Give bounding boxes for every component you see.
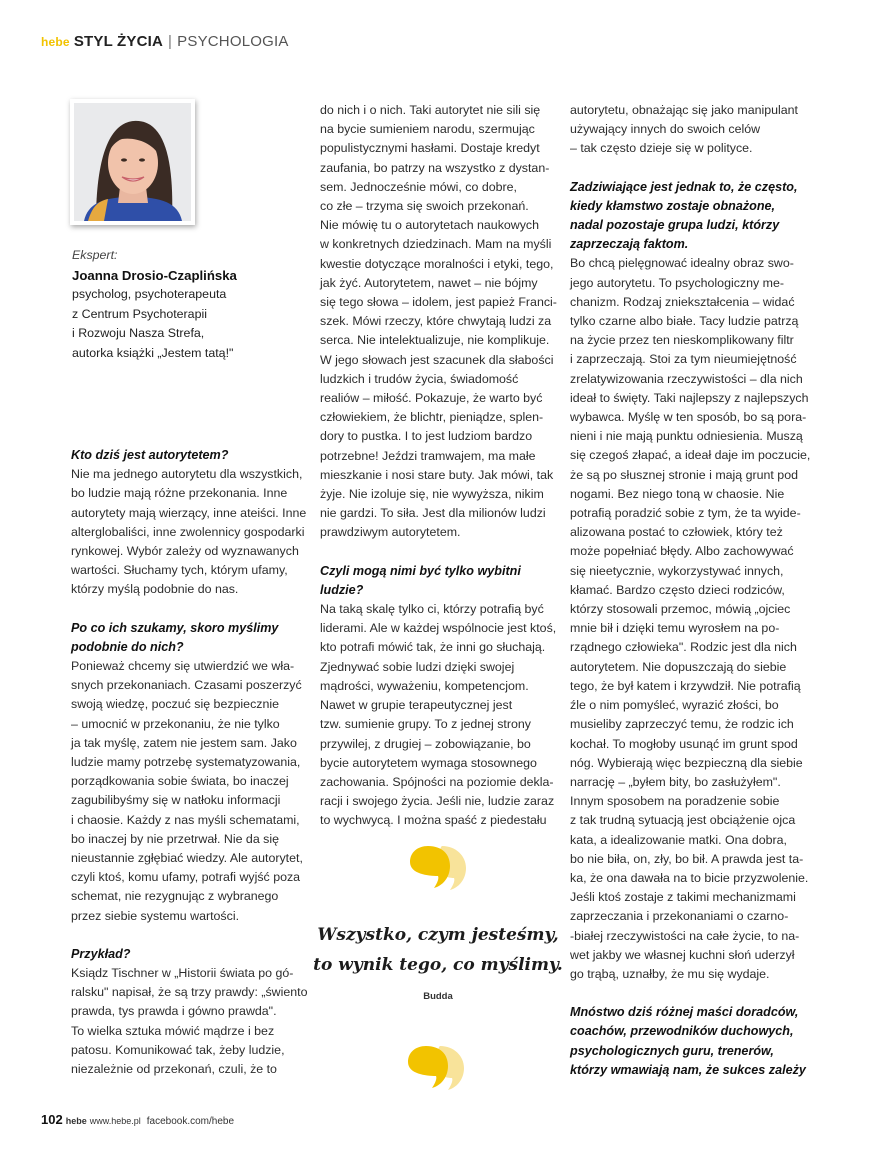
- text-line: rządnego człowieka". Rodzic jest dla nich: [570, 640, 797, 655]
- text-line: liderami. Ale w każdej wspólnocie jest ktoś,: [320, 621, 557, 636]
- text-line: w konkretnych dziedzinach. Mam na myśli: [320, 237, 552, 252]
- text-line: Ksiądz Tischner w „Historii świata po gó-: [71, 966, 294, 981]
- paragraph: [570, 101, 806, 159]
- text-line: zachowania. Spójności na poziomie dekla-: [320, 774, 554, 789]
- text-line: – umocnić w przekonaniu, że nie tylko: [71, 716, 280, 731]
- text-line: tzw. sumienie grupy. To z jednej strony: [320, 717, 531, 732]
- text-line: wartości. Słuchamy tych, którym ufamy,: [71, 563, 288, 578]
- text-line: alterglobaliści, inne zwolennicy gospodarki: [71, 524, 305, 539]
- text-line: -białej rzeczywistości na całe życie, to na-: [570, 928, 800, 943]
- text-line: bycie autorytetem wymaga stosownego: [320, 755, 537, 770]
- text-line: schemat, nie rezygnując z wybranego: [71, 889, 279, 904]
- text-line: serca. Nie intelektualizuje, nie komplikuje.: [320, 333, 550, 348]
- text-line: ludzie?: [320, 582, 364, 597]
- expert-photo: [70, 99, 195, 225]
- text-line: autorytety mają wierzący, inne ateiści. Inne: [71, 505, 307, 520]
- header-separator: |: [168, 33, 173, 50]
- text-line: wybawca. Myślę w ten sposób, bo są pora-: [570, 410, 807, 425]
- text-line: zagubilibyśmy się w natłoku informacji: [71, 793, 281, 808]
- text-line: do nich i o nich. Taki autorytet nie sili się: [320, 103, 541, 117]
- text-line: źle o nim pomyśleć, wyrazić złości, bo: [570, 698, 779, 713]
- text-line: ludzie mamy potrzebę systematyzowania,: [71, 755, 301, 770]
- text-line: go trąbą, uznałby, że mu się wydaje.: [570, 966, 770, 981]
- text-line: niezależnie od przekonań, czuli, że to: [71, 1062, 277, 1077]
- text-line: wet jakby we własnej kuchni słoń uderzył: [570, 947, 795, 962]
- text-line: psychologicznych guru, trenerów,: [570, 1043, 774, 1058]
- text-line: ralsku" napisał, że są trzy prawdy: „świento: [71, 985, 308, 1000]
- article-column-1: [71, 446, 307, 1079]
- text-line: podobnie do nich?: [71, 639, 184, 654]
- text-line: nie gardzi. To siła. Jest dla milionów ludzi: [320, 506, 546, 521]
- text-line: ludzkich i trudów życia, świadomość: [320, 371, 519, 386]
- text-line: sem. Jednocześnie mówi, co dobre,: [320, 179, 517, 194]
- text-line: To wielka sztuka mówić mądrze i bez: [71, 1023, 275, 1038]
- text-line: nóg. Wybierają więc bezpieczną dla siebie: [570, 755, 803, 770]
- text-line: żyje. Nie izoluje się, nie wywyższa, nikim: [320, 487, 544, 502]
- text-line: i chaosie. Każdy z nas myśli schematami,: [71, 812, 300, 827]
- brand-logo: hebe: [41, 35, 70, 49]
- page-header: [41, 33, 289, 53]
- text-line: racji i swojego życia. Jeśli nie, ludzie zaraz: [320, 794, 555, 809]
- paragraph: [71, 465, 307, 599]
- text-line: kłamać. Bardzo często dzieci rodziców,: [570, 582, 785, 597]
- text-line: na życie przez ten nieskomplikowany filtr: [570, 333, 794, 348]
- pull-quote-line: Wszystko, czym jesteśmy,: [317, 925, 559, 945]
- section-heading: [570, 1003, 806, 1080]
- text-line: przywilej, z drugiej – zobowiązanie, bo: [320, 736, 531, 751]
- facebook-link[interactable]: facebook.com/hebe: [146, 1116, 235, 1127]
- paragraph-gap: [71, 926, 307, 945]
- text-line: snych przekonaniach. Czasami poszerzyć: [71, 678, 302, 693]
- text-line: szek. Mówi rzeczy, które chwytają ludzi za: [320, 314, 552, 329]
- quote-mark-icon: [406, 1042, 468, 1090]
- text-line: musieliby zaprzeczyć temu, że rodzic ich: [570, 717, 794, 732]
- text-line: mnie bił i dzięki temu wyrosłem na po-: [570, 621, 780, 636]
- section-heading: [71, 446, 307, 465]
- text-line: to wychwycą. I można spaść z piedestału: [320, 813, 547, 828]
- text-line: populistycznymi hasłami. Dostaje kredyt: [320, 141, 540, 156]
- article-column-3: [570, 101, 811, 1080]
- paragraph-gap: [71, 600, 307, 619]
- text-line: się nieetycznie, wykorzystywać innych,: [570, 563, 784, 578]
- article-column-2: [320, 101, 556, 831]
- text-line: mieszkanie i nosi stare buty. Jak mówi, tak: [320, 467, 554, 482]
- text-line: jego autorytetu. To psychologiczny me-: [570, 275, 784, 290]
- text-line: na bycie sumieniem narodu, szermując: [320, 122, 535, 137]
- text-line: Jeśli ktoś zostaje z takimi mechanizmami: [570, 890, 796, 905]
- text-line: nieni i nie mają punktu odniesienia. Muszą: [570, 429, 803, 444]
- expert-info: [72, 246, 302, 363]
- text-line: człowiekiem, że blichtr, pieniądze, splen-: [320, 410, 544, 425]
- text-line: przez siebie systemu wartości.: [71, 908, 240, 923]
- section-heading: [320, 562, 556, 600]
- text-line: Nawet w grupie terapeutycznej jest: [320, 698, 513, 713]
- text-line: prawdziwym autorytetem.: [320, 525, 461, 540]
- paragraph: [320, 101, 556, 543]
- text-line: W jego słowach jest szacunek dla słabości: [320, 352, 554, 367]
- text-line: dory to pustka. I to jest ludziom bardzo: [320, 429, 533, 444]
- page-number: 102: [41, 1112, 63, 1127]
- text-line: Po co ich szukamy, skoro myślimy: [71, 620, 279, 635]
- text-line: Zjednywać sobie ludzi dzięki swojej: [320, 659, 515, 674]
- text-line: zaufania, bo patrzy na wszystko z dystan-: [320, 160, 550, 175]
- expert-label: Ekspert:: [72, 248, 118, 262]
- paragraph: [320, 600, 556, 830]
- text-line: Kto dziś jest autorytetem?: [71, 448, 229, 462]
- paragraph: [71, 657, 307, 926]
- text-line: nogami. Bez niego toną w chaosie. Nie: [570, 486, 785, 501]
- paragraph: [71, 964, 307, 1079]
- footer-brand: hebe: [65, 1116, 87, 1126]
- text-line: i zaprzeczają. Stoi za tym nieumiejętność: [570, 352, 797, 367]
- text-line: Mnóstwo dziś różnej maści doradców,: [570, 1005, 799, 1020]
- text-line: Przykład?: [71, 946, 131, 961]
- expert-line: psycholog, psychoterapeuta: [72, 287, 227, 301]
- text-line: kto potrafi mówić tak, że inni go słuchają.: [320, 640, 546, 655]
- pull-quote-author: Budda: [423, 991, 453, 1002]
- text-line: Czyli mogą nimi być tylko wybitni: [320, 563, 521, 578]
- text-line: kochał. To mogłoby usunąć im grunt spod: [570, 736, 798, 751]
- text-line: bo inaczej by nie przetrwał. Nie da się: [71, 831, 279, 846]
- text-line: alizowana postać to człowiek, który też: [570, 525, 783, 540]
- text-line: się czegoś złapać, a ideał daje im poczucie,: [570, 448, 811, 463]
- expert-line: i Rozwoju Nasza Strefa,: [72, 326, 205, 340]
- text-line: patosu. Komunikować tak, żeby ludzie,: [71, 1042, 285, 1057]
- text-line: swoją wiedzę, poczuć się bezpiecznie: [71, 697, 279, 712]
- pull-quote-line: to wynik tego, co myślimy.: [313, 955, 563, 975]
- section-heading: [71, 619, 307, 657]
- text-line: z tak trudną sytuacją jest obciążenie ojca: [570, 813, 796, 828]
- text-line: zaprzeczają faktom.: [570, 237, 689, 252]
- section-heading: [570, 178, 806, 255]
- text-line: Na taką skalę tylko ci, którzy potrafią być: [320, 602, 544, 617]
- text-line: mądrości, wyważeniu, kompetencjom.: [320, 678, 529, 693]
- text-line: że są po słusznej stronie i mają grunt pod: [570, 467, 798, 482]
- text-line: czyli ktoś, komu ufamy, potrafi wyjść poza: [71, 870, 301, 885]
- paragraph-gap: [570, 984, 806, 1003]
- expert-line: z Centrum Psychoterapii: [72, 306, 207, 321]
- text-line: zrelatywizowania rzeczywistości – dla nich: [570, 371, 803, 386]
- text-line: Innym sposobem na poradzenie sobie: [570, 794, 780, 809]
- text-line: jak żyć. Autorytetem, nawet – nie bójmy: [320, 275, 538, 290]
- text-line: prawda, tys prawda i gówno prawda".: [71, 1004, 277, 1019]
- text-line: realiów – miłość. Pokazuje, że warto być: [320, 391, 543, 406]
- website-link[interactable]: www.hebe.pl: [89, 1116, 141, 1126]
- text-line: narrację – „byłem bity, bo zasłużyłem".: [570, 774, 781, 789]
- text-line: – tak często dzieje się w polityce.: [570, 141, 753, 156]
- text-line: może popełniać błędy. Albo zachowywać: [570, 544, 794, 559]
- text-line: Nie ma jednego autorytetu dla wszystkich,: [71, 467, 303, 482]
- text-line: którzy wmawiają nam, że sukces zależy: [570, 1062, 806, 1077]
- text-line: którzy stosowali przemoc, mówią „ojciec: [570, 602, 791, 617]
- text-line: bo ludzie mają różne przekonania. Inne: [71, 486, 288, 501]
- text-line: tylko czarne albo białe. Tacy ludzie patrzą: [570, 314, 799, 329]
- text-line: zaprzeczania i przekonaniami o czarno-: [570, 909, 789, 924]
- paragraph-gap: [570, 159, 806, 178]
- text-line: kwestie dotyczące moralności i etyki, tego,: [320, 256, 554, 271]
- page-footer: [41, 1112, 234, 1127]
- text-line: Zadziwiające jest jednak to, że często,: [570, 179, 798, 194]
- section-heading: [71, 945, 307, 964]
- text-line: autorytetem. Nie dopuszczają do siebie: [570, 659, 787, 674]
- text-line: bo nie biła, on, zły, bo bił. A prawda jest ta-: [570, 851, 804, 866]
- text-line: autorytetu, obnażając się jako manipulant: [570, 103, 798, 117]
- expert-name: Joanna Drosio-Czaplińska: [72, 267, 237, 283]
- subsection-title: PSYCHOLOGIA: [177, 33, 289, 50]
- text-line: nieustannie zgłębiać wiedzy. Ale autorytet,: [71, 851, 303, 866]
- expert-line: autorka książki „Jestem tatą!": [72, 345, 234, 360]
- text-line: rynkowej. Wybór zależy od wyznawanych: [71, 544, 299, 559]
- text-line: ja tak myślę, zatem nie jestem sam. Jako: [71, 735, 297, 750]
- text-line: Ponieważ chcemy się utwierdzić we wła-: [71, 659, 295, 674]
- text-line: Nie mówię tu o autorytetach naukowych: [320, 218, 540, 233]
- text-line: potrafią poradzić sobie z tym, że ta wyide-: [570, 506, 801, 521]
- text-line: potrzebne! Jeździ tramwajem, ma małe: [320, 448, 536, 463]
- text-line: tego, że był katem i krzywdził. Nie potrafią: [570, 678, 801, 693]
- paragraph: [570, 254, 811, 984]
- text-line: coachów, przewodników duchowych,: [570, 1024, 794, 1039]
- text-line: nadal pozostaje grupa ludzi, którzy: [570, 218, 780, 233]
- text-line: się tego słowa – idolem, jest papież Franci-: [320, 295, 557, 310]
- text-line: Bo chcą pielęgnować idealny obraz swo-: [570, 256, 794, 271]
- text-line: chanizm. Rodzaj zniekształcenia – widać: [570, 294, 795, 309]
- quote-mark-icon: [408, 842, 470, 890]
- text-line: ka, że ona dawała na to bicie przyzwolenie.: [570, 870, 809, 885]
- text-line: porządkowania sobie świata, bo inaczej: [71, 774, 289, 789]
- pull-quote: [312, 920, 564, 980]
- text-line: którzy myślą podobnie do nas.: [71, 582, 239, 597]
- text-line: co złe – trzyma się swoich przekonań.: [320, 199, 529, 214]
- portrait-image: [74, 103, 191, 221]
- text-line: kiedy kłamstwo zostaje obnażone,: [570, 198, 776, 213]
- text-line: kata, a idealizowanie matki. Ona dobra,: [570, 832, 787, 847]
- text-line: ideał to święty. Taki najlepszy z najlepszych: [570, 390, 809, 405]
- section-title: STYL ŻYCIA: [73, 33, 164, 50]
- paragraph-gap: [320, 543, 556, 562]
- text-line: używający innych do swoich celów: [570, 122, 761, 137]
